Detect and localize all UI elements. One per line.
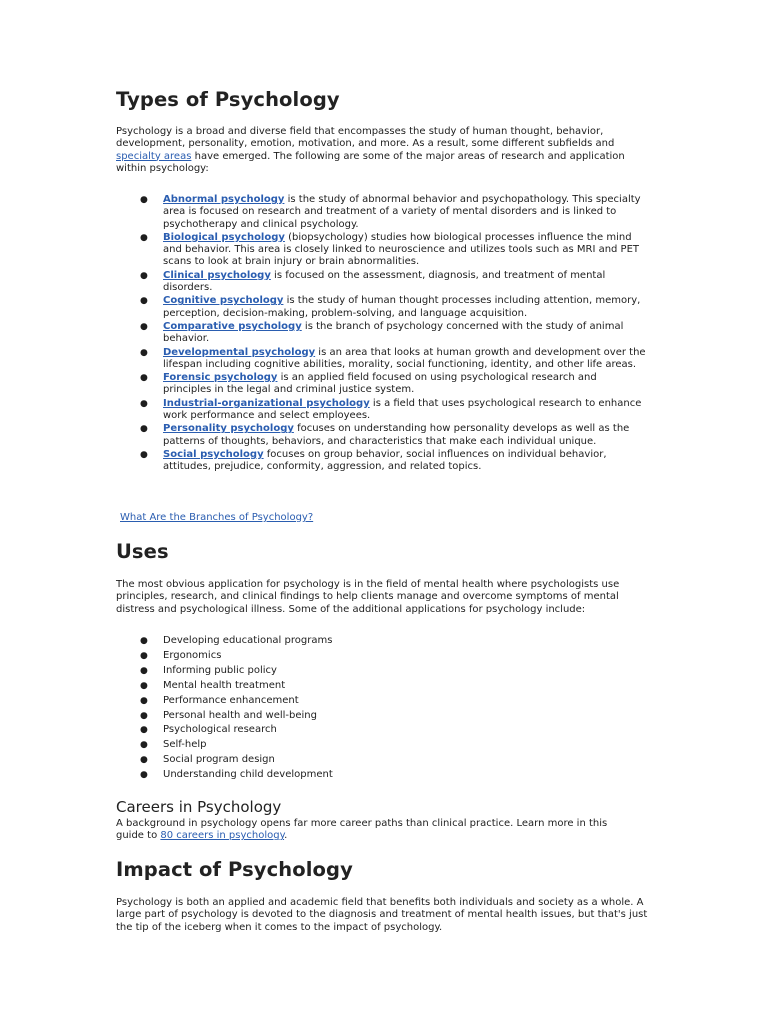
- list-item: [116, 449, 646, 474]
- list-item: [116, 634, 333, 649]
- uses-list: [116, 634, 333, 783]
- list-item: [116, 694, 333, 709]
- list-item: [116, 321, 646, 346]
- type-description: is a field that uses psychological research to enhance work performance and select employees.: [163, 397, 642, 422]
- impact-heading: Impact of Psychology: [116, 858, 353, 881]
- bullet-icon: ●: [140, 321, 148, 332]
- use-item-label: Social program design: [163, 754, 275, 766]
- type-description: is the study of abnormal behavior and psychopathology. This specialty area is focused on research and treatment of a variety of mental disorders and is linked to psychotherapy and clinical psychology.: [163, 194, 641, 230]
- list-item: [116, 723, 333, 738]
- bullet-icon: ●: [140, 347, 148, 358]
- bullet-icon: ●: [140, 636, 148, 646]
- careers-paragraph: [116, 818, 636, 843]
- bullet-icon: ●: [140, 680, 148, 691]
- careers-text-before: A background in psychology opens far more career paths than clinical practice. Learn more in this guide to: [116, 818, 608, 842]
- type-description: is the study of human thought processes including attention, memory, perception, decision-making, problem-solving, and language acquisition.: [163, 295, 641, 319]
- bullet-icon: ●: [140, 195, 148, 205]
- list-item: [116, 709, 333, 724]
- list-item: [116, 194, 646, 231]
- type-description: focuses on group behavior, social influences on individual behavior, attitudes, prejudice, conformity, aggression, and related topics.: [163, 448, 607, 473]
- bullet-icon: ●: [140, 710, 148, 721]
- bullet-icon: ●: [140, 650, 148, 661]
- type-link[interactable]: Social psychology: [163, 448, 264, 460]
- bullet-icon: ●: [140, 296, 148, 307]
- type-description: is the branch of psychology concerned with the study of animal behavior.: [163, 320, 624, 345]
- bullet-icon: ●: [140, 232, 148, 243]
- type-description: is an applied field focused on using psychological research and principles in the legal and criminal justice system.: [163, 372, 597, 396]
- type-description: is focused on the assessment, diagnosis, and treatment of mental disorders.: [163, 269, 606, 294]
- use-item-label: Performance enhancement: [163, 694, 299, 706]
- list-item: [116, 232, 646, 269]
- list-item: [116, 270, 646, 295]
- bullet-icon: ●: [140, 373, 148, 384]
- use-item-label: Informing public policy: [163, 664, 277, 676]
- bullet-icon: ●: [140, 725, 148, 736]
- careers-link[interactable]: 80 careers in psychology: [160, 830, 285, 842]
- use-item-label: Developing educational programs: [163, 635, 333, 646]
- use-item-label: Psychological research: [163, 724, 277, 736]
- type-description: is an area that looks at human growth and development over the lifespan including cognitive abilities, morality, social functioning, identity, and other life areas.: [163, 346, 646, 370]
- list-item: [116, 679, 333, 694]
- list-item: [116, 347, 646, 372]
- type-link[interactable]: Clinical psychology: [163, 269, 271, 281]
- bullet-icon: ●: [140, 449, 148, 460]
- intro-paragraph: [116, 126, 626, 175]
- impact-paragraph: Psychology is both an applied and academic field that benefits both individuals and society as a whole. A large part of psychology is devoted to the diagnosis and treatment of mental health issues, but that's just the tip of the iceberg when it comes to the impact of psychology.: [116, 897, 648, 933]
- bullet-icon: ●: [140, 770, 148, 781]
- list-item: [116, 398, 646, 423]
- type-link[interactable]: Industrial-organizational psychology: [163, 397, 370, 409]
- type-link[interactable]: Biological psychology: [163, 231, 285, 243]
- bullet-icon: ●: [140, 424, 148, 435]
- list-item: [116, 295, 646, 320]
- list-item: [116, 664, 333, 679]
- type-link[interactable]: Comparative psychology: [163, 320, 302, 332]
- careers-heading: Careers in Psychology: [116, 798, 282, 816]
- type-link[interactable]: Personality psychology: [163, 423, 294, 435]
- uses-intro-paragraph: The most obvious application for psychology is in the field of mental health where psychologists use principles, research, and clinical findings to help clients manage and overcome symptoms of mental distress and psychological illness. Some of the additional applications for psychology include:: [116, 579, 620, 615]
- psychology-types-list: [116, 194, 646, 475]
- use-item-label: Understanding child development: [163, 769, 333, 781]
- list-item: [116, 738, 333, 753]
- type-link[interactable]: Developmental psychology: [163, 346, 316, 358]
- type-link[interactable]: Forensic psychology: [163, 372, 278, 384]
- type-link[interactable]: Cognitive psychology: [163, 295, 284, 307]
- bullet-icon: ●: [140, 398, 148, 409]
- list-item: [116, 649, 333, 664]
- careers-text-after: .: [284, 830, 288, 842]
- list-item: [116, 768, 333, 783]
- type-description: focuses on understanding how personality develops as well as the patterns of thoughts, behaviors, and characteristics that make each individual unique.: [163, 423, 630, 447]
- list-item: [116, 753, 333, 768]
- type-description: (biopsychology) studies how biological processes influence the mind and behavior. This area is closely linked to neuroscience and utilizes tools such as MRI and PET scans to look at brain injury or brain abnormalities.: [163, 231, 640, 268]
- uses-heading: Uses: [116, 540, 169, 563]
- bullet-icon: ●: [140, 695, 148, 706]
- page-title: Types of Psychology: [116, 88, 340, 111]
- use-item-label: Mental health treatment: [163, 679, 286, 691]
- use-item-label: Self-help: [163, 739, 207, 751]
- branches-of-psychology-link[interactable]: What Are the Branches of Psychology?: [120, 512, 314, 523]
- specialty-areas-link[interactable]: specialty areas: [116, 150, 192, 162]
- list-item: [116, 423, 646, 448]
- intro-text-before: Psychology is a broad and diverse field that encompasses the study of human thought, behavior, development, personality, emotion, motivation, and more. As a result, some different subfields and: [116, 126, 615, 150]
- bullet-icon: ●: [140, 755, 148, 766]
- bullet-icon: ●: [140, 665, 148, 676]
- type-link[interactable]: Abnormal psychology: [163, 194, 285, 205]
- list-item: [116, 372, 646, 397]
- use-item-label: Ergonomics: [163, 649, 222, 661]
- bullet-icon: ●: [140, 740, 148, 751]
- bullet-icon: ●: [140, 270, 148, 281]
- use-item-label: Personal health and well-being: [163, 709, 317, 721]
- intro-text-after: have emerged. The following are some of the major areas of research and application within psychology:: [116, 150, 625, 174]
